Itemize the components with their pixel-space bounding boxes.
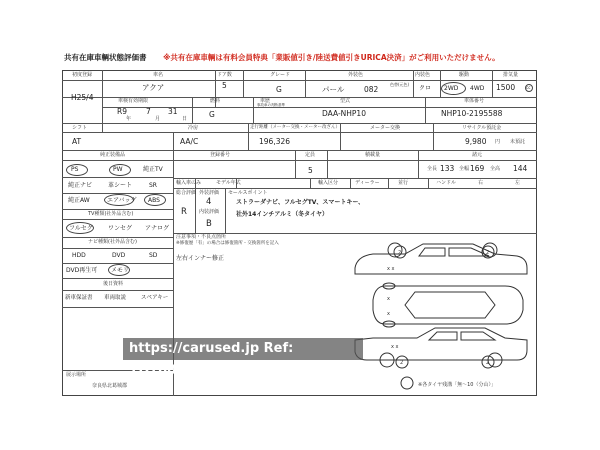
col-line	[225, 188, 226, 233]
storage-label: 展示場所	[66, 372, 87, 378]
drive-2wd: 2WD	[444, 85, 459, 92]
car-name-label: 車名	[153, 72, 164, 78]
tire-depth-mark: 2	[486, 250, 490, 256]
doors-label: ドア数	[217, 72, 232, 78]
car-plan-roof	[405, 292, 495, 318]
load-label: 積載量	[365, 152, 381, 158]
col-line	[492, 70, 493, 97]
inspection-year-unit: 年	[126, 116, 132, 122]
notes-sub: ※修復歴「有」の場合は修復箇所・交換箇所を記入	[176, 241, 279, 246]
row-line	[173, 178, 537, 179]
size-label: 諸元	[472, 152, 483, 158]
interior-label: 内装色	[415, 72, 431, 78]
height-value: 144	[513, 164, 528, 173]
watermark-banner: https://carused.jp Ref: YDT00597	[123, 338, 363, 360]
member-notice: ※共有在庫車輌は有料会員特典「業販値引き/陸送費値引きURICA決済」がご利用いただけません。	[163, 53, 500, 62]
recycle-label: リサイクル預託金	[462, 125, 502, 131]
tire-depth-mark: 2	[398, 250, 402, 256]
col-line	[243, 70, 244, 97]
row-line	[62, 219, 173, 220]
dealer-label: ディーラー	[355, 180, 380, 186]
car-name-value: アクア	[142, 83, 165, 92]
col-line	[295, 150, 296, 178]
col-line	[413, 70, 414, 97]
import-only-label: 輸入車のみ	[176, 180, 202, 186]
row-line	[62, 177, 173, 178]
displacement-label: 排気量	[503, 72, 519, 78]
car-type-label: 車歴	[260, 98, 271, 104]
row-line	[62, 307, 173, 308]
length-label: 全長	[427, 166, 438, 172]
col-line	[305, 70, 306, 97]
sales-point-label: セールスポイント	[228, 190, 268, 196]
col-line	[340, 123, 341, 150]
handle-left: 左	[515, 180, 521, 186]
navi-dvd: DVD	[112, 252, 126, 259]
fuel-label: 燃料	[210, 98, 221, 104]
length-value: 133	[440, 164, 455, 173]
col-line	[248, 123, 249, 150]
equip-ps: PS	[71, 166, 79, 173]
model-label: 型式	[340, 98, 351, 104]
row-line	[62, 278, 173, 279]
col-line	[418, 150, 419, 178]
inspection-day-unit: 日	[182, 116, 188, 122]
after-spare-key: スペアキー	[141, 295, 169, 301]
inspection-month: 7	[146, 107, 151, 116]
col-line	[327, 150, 328, 178]
exterior-label: 外装評価	[199, 190, 220, 196]
col-line	[440, 70, 441, 97]
row-line	[62, 237, 173, 238]
navi-hdd: HDD	[72, 252, 86, 259]
tv-analog: アナログ	[145, 225, 170, 232]
inspection-year: R9	[117, 107, 127, 116]
car-side-lower-window	[429, 332, 495, 340]
shift-label: シフト	[72, 125, 88, 131]
chassis-value: NHP10-2195588	[441, 109, 503, 118]
document-title: 共有在庫車輌状態評価書	[64, 53, 147, 62]
reg-no-label: 登録番号	[210, 152, 231, 158]
first-reg-label: 初度登録	[72, 72, 93, 78]
score-label: 総合評価	[176, 190, 197, 196]
handle-right: 右	[478, 180, 484, 186]
car-diagram	[345, 240, 535, 390]
equip-tv: 純正TV	[143, 166, 163, 173]
after-docs-title: 後日資料	[103, 281, 124, 287]
row-line	[62, 150, 537, 151]
grade-label: グレード	[270, 72, 291, 78]
sales-point-line-2: 社外14インチアルミ（冬タイヤ）	[236, 211, 328, 218]
model-year-label: モデル年式	[216, 180, 241, 186]
score-value: R	[181, 207, 187, 217]
model-value: DAA-NHP10	[322, 109, 366, 118]
inspection-day: 31	[168, 107, 178, 116]
inspection-month-unit: 月	[155, 116, 161, 122]
row-line	[62, 209, 173, 210]
equip-airbag: エアバッグ	[107, 197, 137, 204]
accident-criteria-note: 事故車の判断基準	[257, 103, 285, 107]
doors-value: 5	[222, 81, 227, 90]
equip-navi: 純正ナビ	[68, 182, 93, 189]
row-line	[173, 233, 537, 234]
chassis-label: 車体番号	[464, 98, 485, 104]
interior-score-value: B	[206, 219, 212, 229]
width-value: 169	[470, 164, 485, 173]
col-line	[192, 97, 193, 123]
tire-depth-mark: 2	[486, 360, 490, 366]
parallel-label: 並行	[398, 180, 409, 186]
col-line	[102, 70, 103, 132]
damage-mark: x	[387, 311, 390, 317]
col-line	[310, 178, 311, 188]
recycle-yen: 円	[495, 139, 501, 145]
tire-depth-mark: 2	[400, 360, 404, 366]
first-reg-value: H25/4	[71, 93, 94, 102]
navi-dvd-play: DVD再生可	[66, 267, 98, 274]
grade-value: G	[276, 85, 282, 94]
tire-circle	[401, 377, 413, 389]
interior-value: クロ	[419, 85, 432, 92]
capacity-label: 定員	[305, 152, 316, 158]
tire-note: ※各タイヤ残溝「無～10（分山）」	[418, 382, 496, 388]
row-line	[62, 160, 537, 161]
mileage-value: 196,326	[259, 137, 291, 146]
equip-pw: PW	[113, 166, 123, 173]
damage-mark: x x	[391, 344, 399, 350]
sales-point-line-1: ストラーダナビ、フルセグTV、スマートキー、	[236, 199, 365, 206]
row-line	[62, 248, 173, 249]
equip-leather: 革シート	[108, 182, 133, 189]
col-line	[433, 123, 434, 150]
displacement-value: 1500	[496, 83, 516, 92]
shift-value: AT	[72, 137, 82, 146]
tv-type-title: TV種類(社外品含む)	[88, 211, 134, 217]
header-line	[64, 52, 500, 63]
import-type-label: 輸入区分	[318, 180, 339, 186]
exterior-value: 4	[206, 197, 212, 207]
handle-label: ハンドル	[436, 180, 457, 186]
recycle-value: 9,980	[465, 137, 487, 146]
mileage-label: 走行距離（メーター交換・メーター改ざん）	[250, 125, 340, 130]
col-line	[253, 97, 254, 123]
damage-mark: x x	[387, 266, 395, 272]
row-line	[62, 132, 537, 133]
after-warranty: 新車保証書	[65, 295, 93, 301]
col-line	[428, 178, 429, 188]
col-line	[388, 178, 389, 188]
capacity-value: 5	[308, 166, 313, 175]
displacement-unit: cc	[526, 85, 531, 90]
col-line	[195, 178, 196, 233]
damage-mark: x	[387, 296, 390, 302]
row-line	[62, 290, 173, 291]
equip-sr: SR	[149, 182, 157, 189]
after-manual: 車両取説	[104, 295, 127, 301]
fuel-value: G	[209, 110, 215, 119]
notes-label: 注意事項・不良点箇所	[176, 234, 227, 240]
drive-label: 駆動	[459, 72, 470, 78]
car-side-upper-window	[419, 248, 489, 256]
navi-sd: SD	[149, 252, 158, 259]
tv-fullseg: フルセグ	[69, 225, 93, 232]
inspection-label: 車検有効期限	[118, 98, 149, 104]
storage-value: 奈良県北葛城郡	[92, 383, 128, 389]
navi-type-title: ナビ種類(社外品含む)	[88, 239, 137, 245]
row-line	[173, 188, 537, 189]
height-label: 全高	[490, 166, 501, 172]
navi-memory: メモリ	[111, 267, 130, 274]
width-label: 全幅	[459, 166, 470, 172]
repair-note: 左右インナー修正	[176, 255, 225, 262]
meter-change-label: メーター交換	[370, 125, 401, 131]
row-line	[62, 80, 537, 81]
color-label: 外装色	[348, 72, 364, 78]
ac-label: 冷房	[188, 125, 199, 131]
col-line	[350, 178, 351, 188]
tv-oneseg: ワンセグ	[108, 225, 133, 232]
row-line	[62, 123, 537, 124]
equip-abs: ABS	[148, 197, 160, 204]
equip-aw: 純正AW	[68, 197, 90, 204]
color-change-label: 色替(元色)	[390, 82, 410, 87]
drive-4wd: 4WD	[470, 85, 485, 92]
car-side-lower	[355, 328, 527, 360]
recycle-status: 未預託	[510, 139, 526, 145]
equipment-title: 純正装備品	[100, 152, 126, 158]
col-line	[425, 97, 426, 123]
color-value: パール	[322, 85, 345, 94]
interior-score-label: 内装評価	[199, 209, 220, 215]
color-code-value: 082	[364, 85, 379, 94]
ac-value: AA/C	[180, 137, 199, 146]
